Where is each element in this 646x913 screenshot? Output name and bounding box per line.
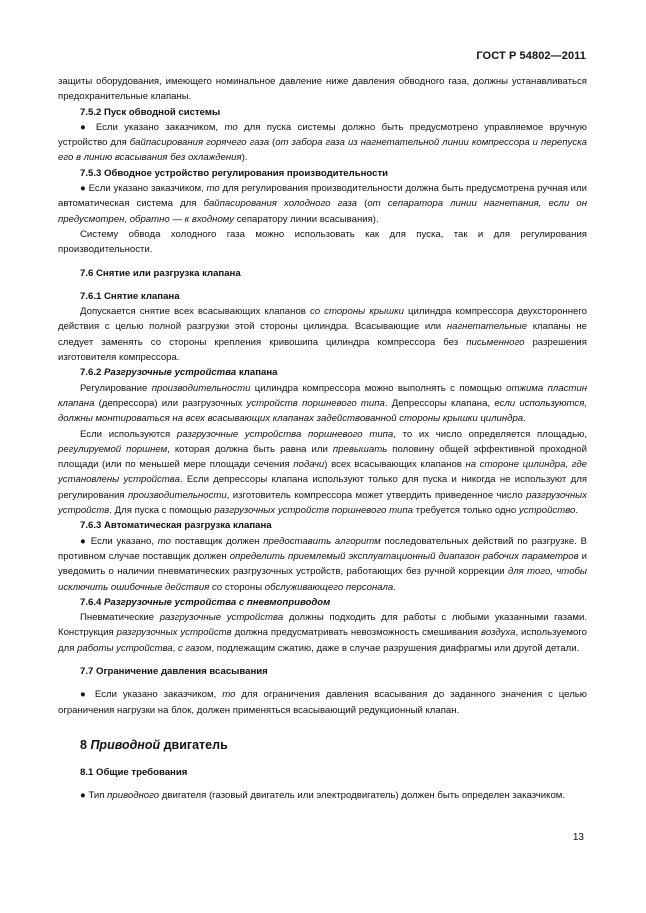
clause-heading [58,289,587,304]
clause-heading [58,518,587,533]
italic-run: подачи [293,459,325,471]
italic-run: Приводной [90,737,161,752]
subsection-heading [58,664,587,679]
italic-run: приводного [107,790,160,802]
text-run: . [393,581,396,593]
text-run: (депрессора) или разгрузочных [94,397,247,409]
italic-run: производительности [151,382,251,394]
text-run: 7.5.2 Пуск обводной системы [80,106,221,118]
italic-run: от забора газа из нагнетательной линии компрессора и перепуска его в линию всасывания без охлаждения [58,137,587,164]
text-run: сепаратору линии всасывания). [234,213,379,225]
document-body [58,74,587,803]
italic-run: отжима пластин клапана [58,382,587,409]
text-run: Систему обвода холодного газа можно использовать как для пуска, так и для регулирования производительности. [58,228,587,256]
text-run: , то их число определяется площадью, [393,428,587,440]
body-paragraph [58,687,587,718]
text-run: и уведомить о наличии пневматических разгрузочных устройств, работающих без ручной коррекции [58,550,588,578]
italic-run: то [157,535,172,547]
document-header: ГОСТ Р 54802—2011 [476,50,586,62]
italic-run: Разгрузочные устройства [104,367,237,379]
text-run: Регулирование [80,382,152,394]
body-paragraph [58,427,587,519]
italic-run: разгрузочных устройств [116,627,232,639]
text-run: последовательных действий по разгрузке. В противном случае поставщик должен [58,535,588,562]
text-run: ) всех всасывающих клапанов [324,459,466,471]
italic-run: обслуживающего персонала [264,581,394,593]
clause-heading [58,595,587,610]
italic-run: определить приемлемый эксплуатационный диапазон рабочих параметров [229,550,579,562]
text-run: 7.7 Ограничение давления всасывания [80,665,268,677]
text-run: для регулирования производительности должна быть предусмотрена ручная или автоматическая система для [58,183,587,210]
subsection-heading [58,765,587,780]
text-run: поставщик должен [171,535,264,547]
text-run: стороны [222,581,265,593]
text-run: . [575,505,578,517]
text-run: цилиндра компрессора двухстороннего действия с целью полной разгрузки этой стороны цилиндра. Всасывающие или [58,306,587,333]
text-run: половину общей эффективной проходной площади (или по меньшей мере площади сечения [58,443,587,471]
text-run: ). [241,152,248,164]
body-paragraph [58,788,587,803]
italic-run: если используются, должны монтироваться на всех всасывающих клапанах задействованной стороны крышки цилиндра [58,397,587,425]
italic-run: разгрузочные устройства поршневого типа [176,428,394,440]
text-run: ( [269,137,276,149]
text-run: требуется только одно [413,505,519,517]
text-run: , изготовитель компрессора может утвердить приведенное число [226,489,527,501]
italic-run: байпасирования горячего газа [129,137,270,149]
text-run: 7.6.4 [80,596,105,608]
text-run: ● Если указано, [80,535,158,547]
italic-run: превышать [332,443,388,455]
text-run: Если используются [80,428,177,440]
italic-run: для того, чтобы исключить ошибочные действия со [58,566,587,593]
text-run: защиты оборудования, имеющего номинальное давление ниже давления обводного газа, должны устанавливаться предохранительные клапаны. [58,76,587,103]
text-run: 7.5.3 Обводное устройство регулирования производительности [80,167,389,179]
body-paragraph [58,227,587,258]
text-run: ● Если указано заказчиком, [80,183,207,195]
body-paragraph [58,381,587,427]
italic-run: регулируемой поршнем [58,443,168,455]
text-run: для ограничения давления всасывания до заданного значения с целью ограничения нагрузки на блок, должен применяться всасывающий редукционный клапан. [58,689,587,716]
text-run: должна предусматривать невозможность смешивания [231,627,482,639]
text-run: , используемого для [58,627,587,654]
text-run: двигатель [160,737,228,752]
body-paragraph [58,610,587,656]
text-run: 8 [80,737,91,752]
text-run: для пуска системы должно быть предусмотрено управляемое вручную устройство для [58,121,587,149]
italic-run: производительности [127,489,227,501]
italic-run: то [222,689,236,701]
italic-run: от сепаратора линии нагнетания, если он предусмотрен, обратно — к входному [58,198,587,225]
text-run: 8.1 Общие требования [80,766,188,778]
page-number: 13 [572,832,584,843]
text-run: клапана [236,367,278,379]
text-run: ● Если указано заказчиком, [80,121,225,133]
text-run: Допускается снятие всех всасывающих клапанов [80,306,310,318]
text-run: 7.6 Снятие или разгрузка клапана [80,267,241,279]
italic-run: устройств поршневого типа [246,397,385,409]
italic-run: письменного [466,336,525,348]
subsection-heading [58,266,587,281]
italic-run: на стороне цилиндра, где установлены устройства [58,459,587,486]
text-run: разрешения изготовителя компрессора. [58,336,587,364]
clause-heading [58,365,587,380]
italic-run: Разгрузочные устройства с пневмоприводом [104,596,331,608]
text-run: цилиндра компрессора можно выполнять с помощью [250,382,507,394]
italic-run: разгрузочных устройств [58,489,587,517]
text-run: ● Если указано заказчиком, [80,689,223,701]
body-paragraph [58,181,587,227]
italic-run: байпасирования холодного газа [203,198,358,210]
text-run: . [523,413,526,425]
italic-run: воздуха [481,627,516,639]
italic-run: с газом [177,642,212,654]
body-paragraph [58,120,587,166]
text-run: , подлежащим сжатию, даже в случае разрушения диафрагмы или другой детали. [211,642,580,654]
text-run: ● Тип [80,790,108,802]
text-run: двигателя (газовый двигатель или электродвигатель) должен быть определен заказчиком. [159,790,566,802]
text-run: , которая должна быть равна или [167,443,333,455]
italic-run: то [206,183,220,195]
body-paragraph [58,304,587,365]
clause-heading [58,105,587,120]
italic-run: устройство [518,505,576,517]
italic-run: разгрузочные устройства [159,612,284,624]
italic-run: разгрузочных устройств поршневого типа [214,505,414,517]
text-run: клапаны не следует заменять со стороны крепления кривошипа цилиндра компрессора без [58,321,587,348]
italic-run: то [224,121,238,133]
text-run: , [172,642,178,654]
body-paragraph [58,74,587,105]
text-run: . Депрессоры клапана, [384,397,495,409]
italic-run: со стороны крышки [309,306,404,318]
body-paragraph [58,534,587,595]
text-run: 7.6.1 Снятие клапана [80,290,180,302]
text-run: Пневматические [80,612,160,624]
text-run: должны подходить для работы с любыми указанными газами. Конструкция [58,612,587,639]
text-run: . Если депрессоры клапана используют только для пуска и никогда не используют для регулирования [58,474,587,501]
text-run: . Для пуска с помощью [109,505,215,517]
italic-run: нагнетательные [446,321,528,333]
text-run: 7.6.2 [80,367,105,379]
text-run: 7.6.3 Автоматическая разгрузка клапана [80,520,272,532]
section-heading [58,736,587,754]
italic-run: предоставить алгоритм [263,535,381,547]
italic-run: работы устройства [77,642,173,654]
text-run: ( [357,198,368,210]
clause-heading [58,166,587,181]
